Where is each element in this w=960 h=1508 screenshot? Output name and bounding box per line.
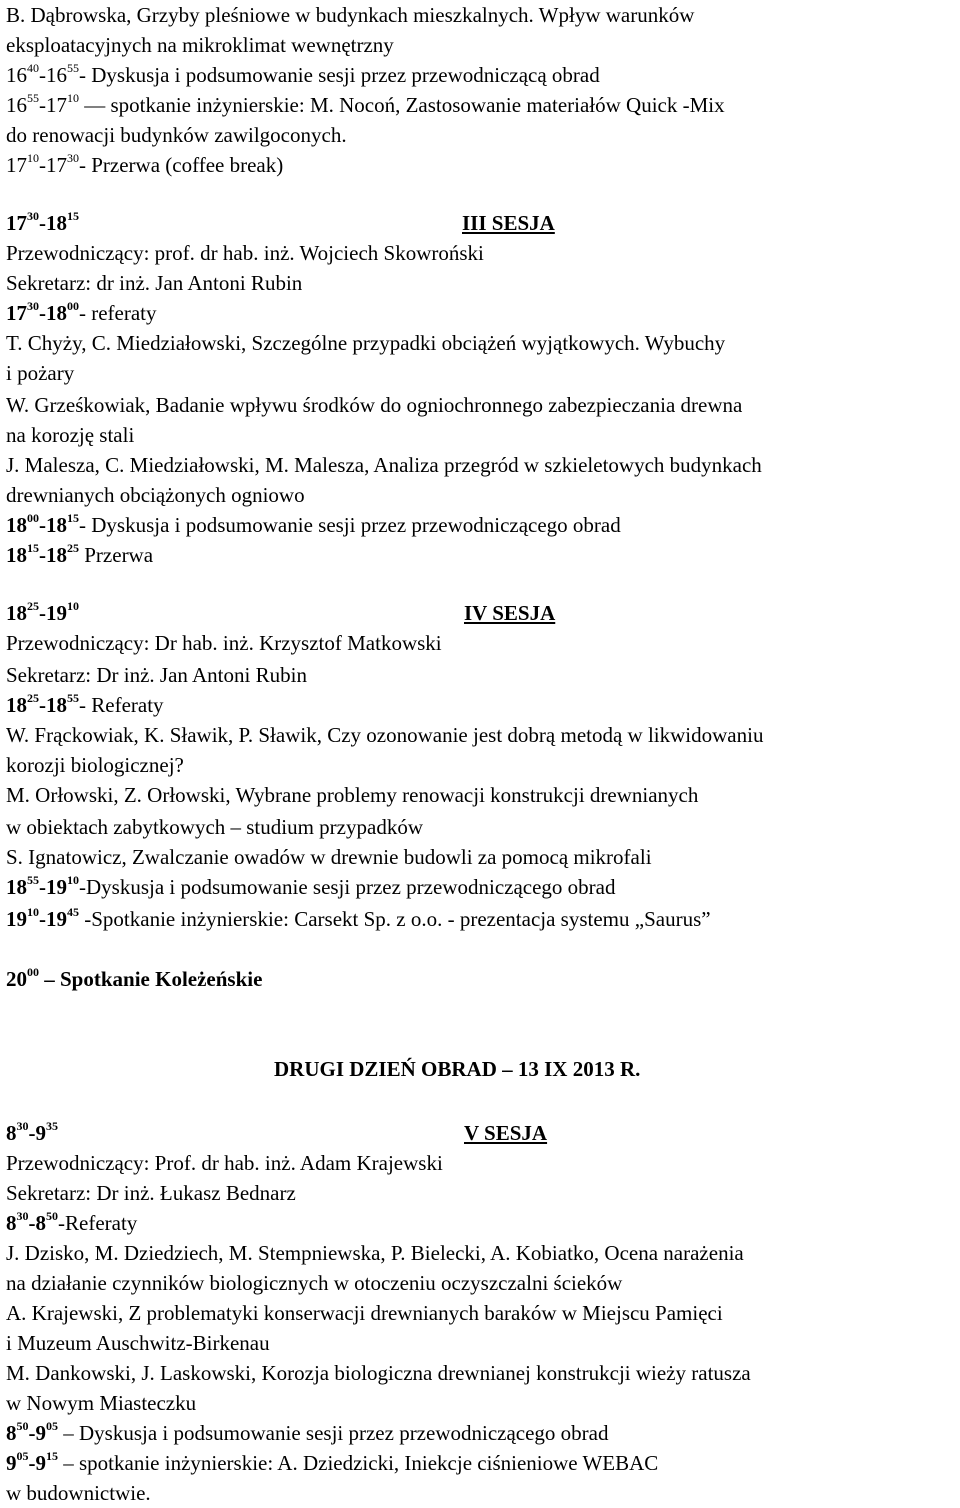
document-line: [6, 480, 305, 510]
time-hour: -17: [39, 153, 67, 177]
time-hour: -8: [28, 1211, 46, 1235]
time-hour: 19: [6, 907, 27, 931]
document-line: [6, 872, 615, 902]
line-text: Przerwa: [79, 543, 154, 567]
line-text: drewnianych obciążonych ogniowo: [6, 483, 305, 507]
line-text: J. Malesza, C. Miedziałowski, M. Malesza, Analiza przegród w szkieletowych budynkach: [6, 453, 762, 477]
time-minutes: 10: [27, 151, 39, 165]
line-text: Sekretarz: Dr inż. Jan Antoni Rubin: [6, 663, 307, 687]
time-minutes: 05: [46, 1419, 58, 1433]
time-minutes: 10: [67, 599, 79, 613]
document-line: [6, 1418, 609, 1448]
line-text: – Spotkanie Koleżeńskie: [39, 967, 263, 991]
document-line: [6, 1328, 270, 1358]
time-minutes: 30: [16, 1119, 29, 1133]
time-hour: -18: [39, 211, 67, 235]
time-minutes: 00: [67, 299, 79, 313]
time-minutes: 45: [67, 905, 79, 919]
document-line: [6, 358, 74, 388]
session-heading: IV SESJA: [464, 601, 556, 625]
document-line: [6, 208, 79, 238]
document-line: [6, 964, 262, 994]
time-minutes: 15: [67, 209, 79, 223]
document-line: [6, 238, 484, 268]
line-text: korozji biologicznej?: [6, 753, 184, 777]
line-text: Przewodniczący: prof. dr hab. inż. Wojciech Skowroński: [6, 241, 484, 265]
time-hour: -9: [28, 1421, 46, 1445]
line-text: - Przerwa (coffee break): [79, 153, 284, 177]
line-text: M. Orłowski, Z. Orłowski, Wybrane problemy renowacji konstrukcji drewnianych: [6, 783, 699, 807]
time-minutes: 50: [46, 1209, 58, 1223]
time-hour: 8: [6, 1211, 17, 1235]
line-text: Przewodniczący: Dr hab. inż. Krzysztof Matkowski: [6, 631, 442, 655]
line-text: T. Chyży, C. Miedziałowski, Szczególne przypadki obciążeń wyjątkowych. Wybuchy: [6, 331, 726, 355]
line-text: - Dyskusja i podsumowanie sesji przez przewodniczącego obrad: [79, 513, 621, 537]
document-line: [6, 90, 725, 120]
line-text: -Spotkanie inżynierskie: Carsekt Sp. z o.o. - prezentacja systemu „Saurus”: [79, 907, 711, 931]
time-hour: 18: [6, 601, 27, 625]
line-text: — spotkanie inżynierskie: M. Nocoń, Zastosowanie materiałów Quick -Mix: [79, 93, 725, 117]
line-text: Przewodniczący: Prof. dr hab. inż. Adam Krajewski: [6, 1151, 443, 1175]
time-hour: 18: [6, 875, 27, 899]
document-line: [6, 1358, 751, 1388]
line-text: Sekretarz: dr inż. Jan Antoni Rubin: [6, 271, 303, 295]
time-hour: -18: [39, 693, 67, 717]
document-line: [6, 1298, 723, 1328]
line-text: -Dyskusja i podsumowanie sesji przez przewodniczącego obrad: [79, 875, 616, 899]
line-text: A. Krajewski, Z problematyki konserwacji drewnianych baraków w Miejscu Pamięci: [6, 1301, 723, 1325]
time-minutes: 50: [16, 1419, 29, 1433]
document-line: [6, 450, 762, 480]
time-hour: 9: [6, 1451, 17, 1475]
time-minutes: 10: [67, 91, 79, 105]
time-minutes: 30: [16, 1209, 29, 1223]
time-hour: 18: [6, 513, 27, 537]
time-hour: -9: [28, 1451, 46, 1475]
time-minutes: 55: [67, 691, 79, 705]
line-text: W. Grześkowiak, Badanie wpływu środków do ogniochronnego zabezpieczania drewna: [6, 393, 743, 417]
time-minutes: 25: [67, 541, 79, 555]
document-line: [6, 842, 652, 872]
line-text: w budownictwie.: [6, 1481, 151, 1505]
line-text: – Dyskusja i podsumowanie sesji przez przewodniczącego obrad: [58, 1421, 609, 1445]
time-minutes: 00: [27, 965, 39, 979]
time-hour: -19: [39, 601, 67, 625]
document-line: [6, 298, 157, 328]
document-line: [6, 1118, 58, 1148]
document-line: [6, 904, 711, 934]
document-line: [6, 720, 763, 750]
time-hour: 16: [6, 63, 27, 87]
time-hour: 18: [6, 693, 27, 717]
document-line: [6, 120, 347, 150]
document-line: [6, 268, 302, 298]
document-line: [6, 510, 621, 540]
document-line: [6, 1208, 137, 1238]
time-minutes: 55: [27, 91, 39, 105]
day-heading: DRUGI DZIEŃ OBRAD – 13 IX 2013 R.: [274, 1057, 641, 1081]
document-line: [6, 1268, 622, 1298]
line-text: i Muzeum Auschwitz-Birkenau: [6, 1331, 270, 1355]
document-line: [6, 1448, 658, 1478]
line-text: S. Ignatowicz, Zwalczanie owadów w drewnie budowli za pomocą mikrofali: [6, 845, 652, 869]
document-line: [6, 540, 153, 570]
time-minutes: 30: [67, 151, 79, 165]
document-line: [6, 0, 694, 30]
document-line: [6, 1238, 744, 1268]
time-hour: 18: [6, 543, 27, 567]
time-minutes: 40: [27, 61, 39, 75]
time-minutes: 10: [67, 873, 79, 887]
line-text: do renowacji budynków zawilgoconych.: [6, 123, 347, 147]
line-text: J. Dzisko, M. Dziedziech, M. Stempniewska, P. Bielecki, A. Kobiatko, Ocena narażenia: [6, 1241, 744, 1265]
time-hour: 8: [6, 1121, 17, 1145]
document-line: [6, 420, 134, 450]
time-hour: 17: [6, 301, 27, 325]
time-hour: 16: [6, 93, 27, 117]
document-line: [6, 598, 79, 628]
time-hour: 20: [6, 967, 27, 991]
line-text: Sekretarz: Dr inż. Łukasz Bednarz: [6, 1181, 296, 1205]
document-line: [6, 30, 394, 60]
document-line: [6, 750, 184, 780]
line-text: B. Dąbrowska, Grzyby pleśniowe w budynkach mieszkalnych. Wpływ warunków: [6, 3, 695, 27]
document-line: [6, 690, 164, 720]
document-line: [6, 660, 307, 690]
time-minutes: 05: [16, 1449, 29, 1463]
time-hour: 8: [6, 1421, 17, 1445]
document-line: [6, 628, 442, 658]
time-minutes: 10: [27, 905, 39, 919]
document-line: [6, 150, 283, 180]
line-text: w Nowym Miasteczku: [6, 1391, 197, 1415]
line-text: W. Frąckowiak, K. Sławik, P. Sławik, Czy ozonowanie jest dobrą metodą w likwidowaniu: [6, 723, 764, 747]
time-minutes: 15: [46, 1449, 58, 1463]
time-minutes: 25: [27, 599, 39, 613]
document-line: [6, 1178, 296, 1208]
time-minutes: 55: [67, 61, 79, 75]
document-line: [6, 1478, 151, 1508]
document-line: [6, 328, 725, 358]
time-minutes: 55: [27, 873, 39, 887]
time-minutes: 25: [27, 691, 39, 705]
time-hour: -19: [39, 907, 67, 931]
time-hour: -18: [39, 513, 67, 537]
time-hour: 17: [6, 153, 27, 177]
time-minutes: 30: [27, 299, 39, 313]
time-hour: -17: [39, 93, 67, 117]
document-line: [6, 780, 698, 810]
line-text: - Referaty: [79, 693, 164, 717]
line-text: i pożary: [6, 361, 75, 385]
line-text: – spotkanie inżynierskie: A. Dziedzicki, Iniekcje ciśnieniowe WEBAC: [58, 1451, 659, 1475]
time-hour: -9: [28, 1121, 46, 1145]
time-minutes: 15: [67, 511, 79, 525]
time-minutes: 30: [27, 209, 39, 223]
time-minutes: 35: [46, 1119, 58, 1133]
line-text: eksploatacyjnych na mikroklimat wewnętrzny: [6, 33, 394, 57]
time-hour: -16: [39, 63, 67, 87]
time-minutes: 00: [27, 511, 39, 525]
document-line: [6, 1388, 196, 1418]
time-hour: 17: [6, 211, 27, 235]
session-heading: V SESJA: [464, 1121, 548, 1145]
document-line: [6, 812, 423, 842]
line-text: -Referaty: [58, 1211, 138, 1235]
line-text: w obiektach zabytkowych – studium przypadków: [6, 815, 423, 839]
line-text: - referaty: [79, 301, 157, 325]
line-text: na działanie czynników biologicznych w otoczeniu oczyszczalni ścieków: [6, 1271, 623, 1295]
time-hour: -18: [39, 301, 67, 325]
document-line: [6, 390, 742, 420]
time-minutes: 15: [27, 541, 39, 555]
line-text: - Dyskusja i podsumowanie sesji przez przewodniczącą obrad: [79, 63, 600, 87]
session-heading: III SESJA: [462, 211, 555, 235]
time-hour: -19: [39, 875, 67, 899]
time-hour: -18: [39, 543, 67, 567]
document-line: [6, 60, 600, 90]
document-line: [6, 1148, 443, 1178]
line-text: M. Dankowski, J. Laskowski, Korozja biologiczna drewnianej konstrukcji wieży ratusza: [6, 1361, 751, 1385]
line-text: na korozję stali: [6, 423, 135, 447]
